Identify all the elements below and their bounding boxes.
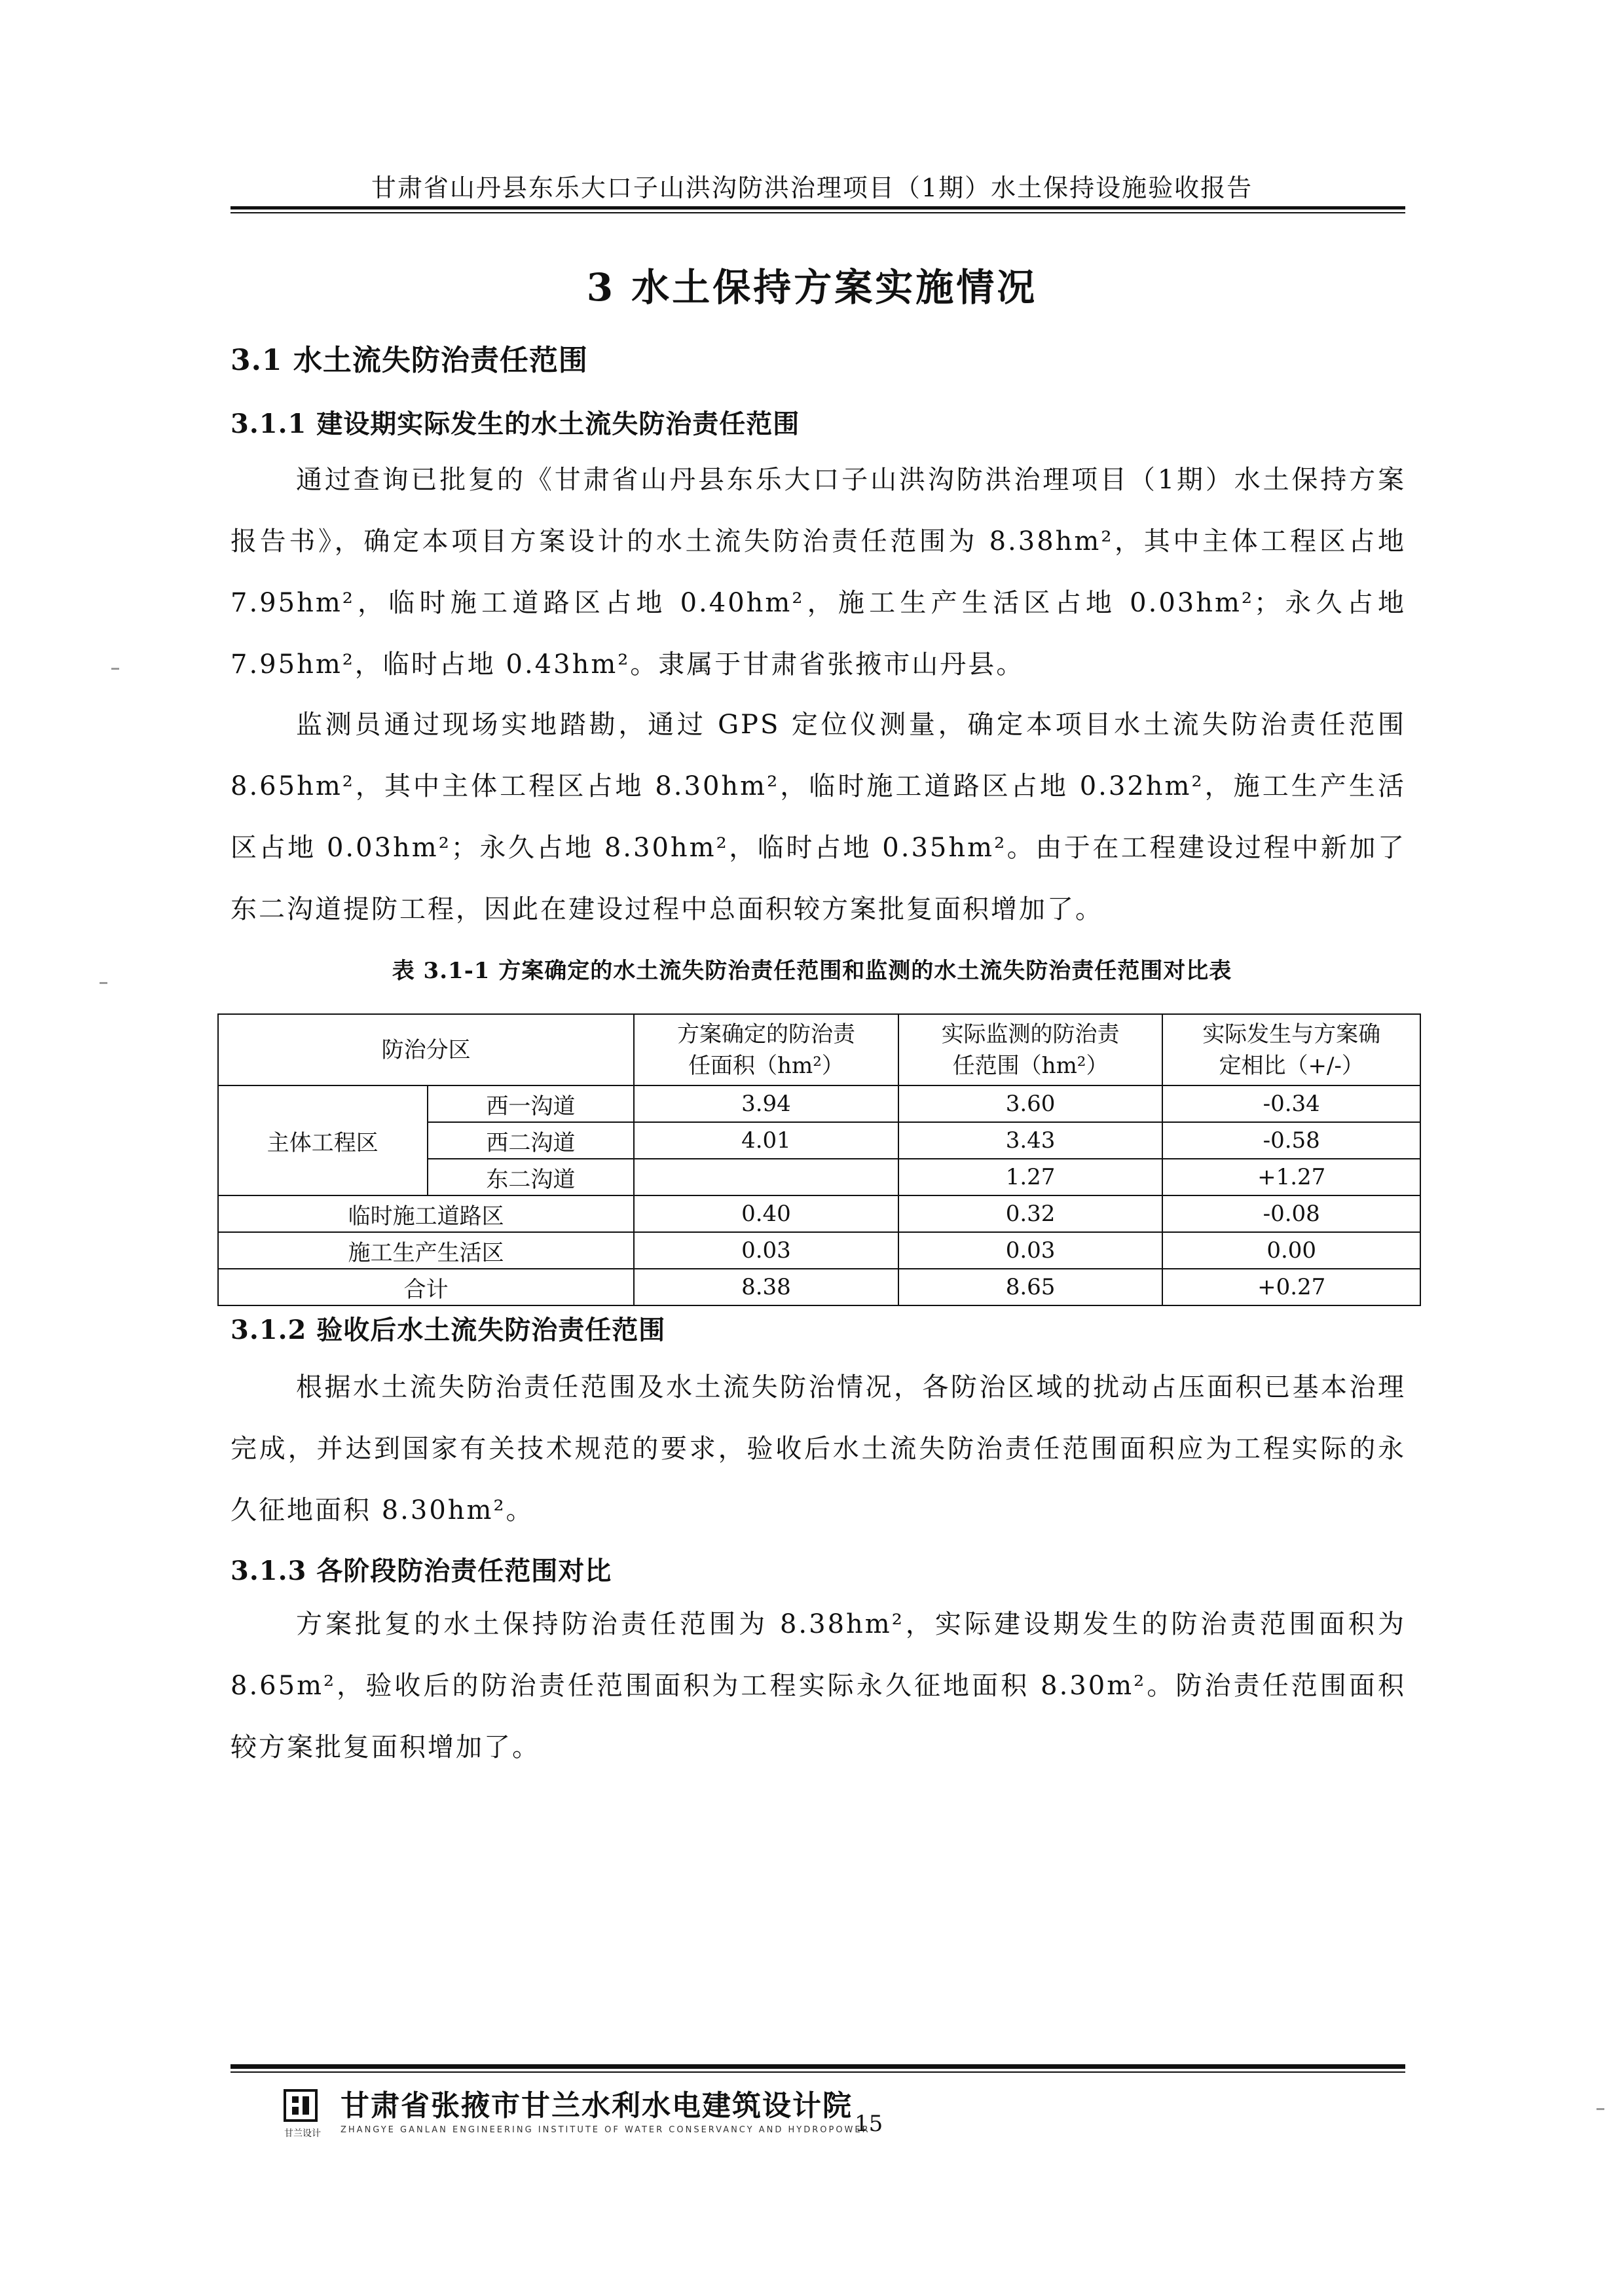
header-title: 甘肃省山丹县东乐大口子山洪沟防洪治理项目（1期）水土保持设施验收报告: [371, 173, 1253, 202]
row-actual: 1.27: [898, 1159, 1163, 1195]
page-number: 15: [855, 2111, 883, 2137]
row-actual: 0.03: [898, 1232, 1163, 1269]
institute-logo-icon: [283, 2088, 318, 2123]
header-rule: [231, 206, 1405, 210]
section-3-1-1-para2: 监测员通过现场实地踏勘，通过 GPS 定位仪测量，确定本项目水土流失防治责任范围 8.65hm²，其中主体工程区占地 8.30hm²，临时施工道路区占地 0.32hm²，施工生产生活区占地 0.03hm²；永久占地 8.30hm²，临时占地 0.35hm²。由于在工程建设过程中新加了东二沟道提防工程，因此在建设过程中总面积较方案批复面积增加了。: [231, 710, 1406, 924]
row-diff: -0.58: [1162, 1122, 1420, 1159]
row-diff: -0.08: [1162, 1195, 1420, 1232]
header-plan: [634, 1014, 898, 1085]
row-diff: +1.27: [1162, 1159, 1420, 1195]
header-plan-line2: 任面积（hm²）: [688, 1052, 844, 1079]
row-name: 东二沟道: [428, 1159, 635, 1195]
row-plan: 8.38: [634, 1269, 898, 1305]
section-3-1-2-title: 3.1.2 验收后水土流失防治责任范围: [231, 1315, 666, 1345]
table-row: [218, 1195, 1420, 1232]
row-plan: 0.40: [634, 1195, 898, 1232]
row-plan: 4.01: [634, 1122, 898, 1159]
row-actual: 8.65: [898, 1269, 1163, 1305]
table-row: [218, 1085, 1420, 1122]
row-diff: 0.00: [1162, 1232, 1420, 1269]
table-total-row: [218, 1269, 1420, 1305]
row-name: 施工生产生活区: [218, 1232, 634, 1269]
chapter-title: 3 水土保持方案实施情况: [586, 265, 1038, 310]
table-caption: 表 3.1-1 方案确定的水土流失防治责任范围和监测的水土流失防治责任范围对比表: [392, 958, 1232, 984]
header-zone: 防治分区: [218, 1014, 634, 1085]
row-actual: 0.32: [898, 1195, 1163, 1232]
section-3-1-3-title: 3.1.3 各阶段防治责任范围对比: [231, 1556, 612, 1586]
row-plan: [634, 1159, 898, 1195]
header-diff: [1162, 1014, 1420, 1085]
row-diff: +0.27: [1162, 1269, 1420, 1305]
row-actual: 3.60: [898, 1085, 1163, 1122]
scan-mark: [1596, 2108, 1604, 2110]
logo-caption: 甘兰设计: [284, 2128, 321, 2139]
main-group-cell: 主体工程区: [218, 1085, 428, 1195]
comparison-table: [217, 1013, 1421, 1306]
row-actual: 3.43: [898, 1122, 1163, 1159]
header-rule-thin: [231, 212, 1405, 213]
scan-mark: [100, 982, 107, 984]
row-name: 西二沟道: [428, 1122, 635, 1159]
row-plan: 0.03: [634, 1232, 898, 1269]
table-header-row: [218, 1014, 1420, 1085]
section-3-1-3-para: 方案批复的水土保持防治责任范围为 8.38hm²，实际建设期发生的防治责范围面积为 8.65m²，验收后的防治责任范围面积为工程实际永久征地面积 8.30m²。防治责任范围面积较方案批复面积增加了。: [231, 1609, 1406, 1762]
section-3-1-1-title: 3.1.1 建设期实际发生的水土流失防治责任范围: [231, 409, 800, 439]
row-name: 临时施工道路区: [218, 1195, 634, 1232]
header-actual-line1: 实际监测的防治责: [941, 1021, 1120, 1048]
header-diff-line2: 定相比（+/-）: [1219, 1052, 1364, 1079]
row-name: 西一沟道: [428, 1085, 635, 1122]
row-plan: 3.94: [634, 1085, 898, 1122]
table-row: [218, 1232, 1420, 1269]
header-actual: [898, 1014, 1163, 1085]
header-plan-line1: 方案确定的防治责: [676, 1021, 855, 1048]
header-actual-line2: 任范围（hm²）: [952, 1052, 1109, 1079]
footer-rule: [231, 2064, 1405, 2069]
section-3-1-2-para: 根据水土流失防治责任范围及水土流失防治情况，各防治区域的扰动占压面积已基本治理完成，并达到国家有关技术规范的要求，验收后水土流失防治责任范围面积应为工程实际的永久征地面积 8.30hm²。: [231, 1372, 1406, 1525]
row-diff: -0.34: [1162, 1085, 1420, 1122]
footer-org-name-en: ZHANGYE GANLAN ENGINEERING INSTITUTE OF WATER CONSERVANCY AND HYDROPOWER: [341, 2125, 870, 2135]
header-diff-line1: 实际发生与方案确: [1202, 1021, 1381, 1048]
section-3-1-title: 3.1 水土流失防治责任范围: [231, 344, 588, 377]
scan-mark: [111, 668, 119, 670]
row-name: 合计: [218, 1269, 634, 1305]
section-3-1-1-para1: 通过查询已批复的《甘肃省山丹县东乐大口子山洪沟防洪治理项目（1期）水土保持方案报告书》，确定本项目方案设计的水土流失防治责任范围为 8.38hm²，其中主体工程区占地 7.95hm²，临时施工道路区占地 0.40hm²，施工生产生活区占地 0.03hm²；永久占地 7.95hm²，临时占地 0.43hm²。隶属于甘肃省张掖市山丹县。: [231, 465, 1406, 680]
footer-rule-thin: [231, 2071, 1405, 2073]
footer-org-name: 甘肃省张掖市甘兰水利水电建筑设计院: [341, 2089, 853, 2123]
